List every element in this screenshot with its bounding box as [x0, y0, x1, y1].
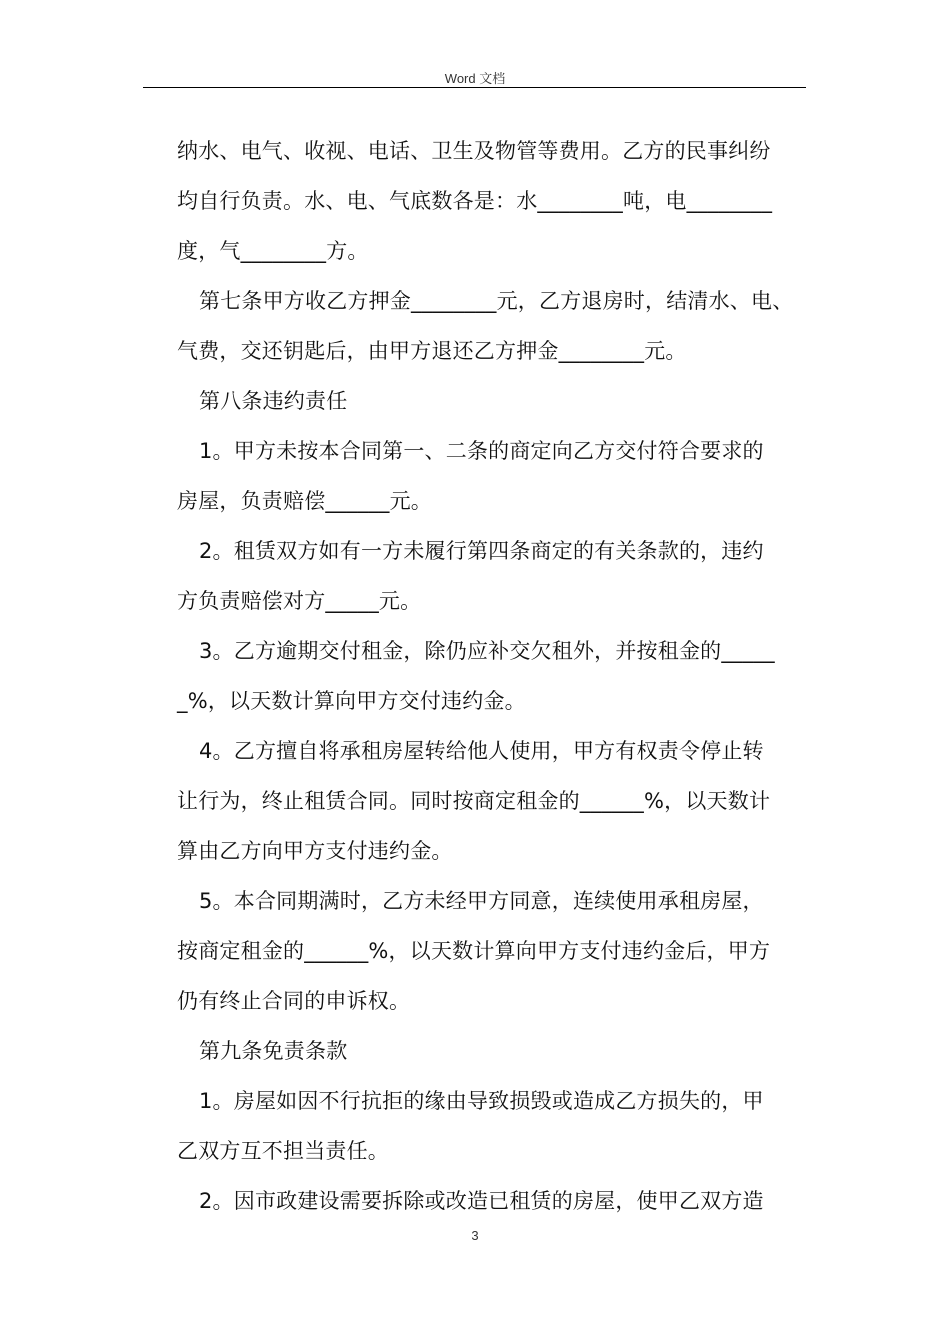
header-divider [143, 87, 806, 88]
text-line: 按商定租金的______%，以天数计算向甲方支付违约金后，甲方 [177, 939, 771, 963]
text-line: _%，以天数计算向甲方交付违约金。 [177, 689, 526, 713]
clause-line: 1。房屋如因不行抗拒的缘由导致损毁或造成乙方损失的，甲 [199, 1089, 764, 1113]
page-number: 3 [471, 1228, 479, 1243]
text-line: 气费，交还钥匙后，由甲方退还乙方押金________元。 [177, 339, 687, 363]
text-line: 均自行负责。水、电、气底数各是：水________吨，电________ [177, 189, 773, 213]
article-seven-line: 第七条甲方收乙方押金________元，乙方退房时，结清水、电、 [199, 289, 794, 313]
text-line: 纳水、电气、收视、电话、卫生及物管等费用。乙方的民事纠纷 [177, 139, 771, 163]
text-line: 仍有终止合同的申诉权。 [177, 989, 411, 1013]
text-line: 乙双方互不担当责任。 [177, 1139, 389, 1163]
text-line: 度，气________方。 [177, 239, 369, 263]
text-line: 房屋，负责赔偿______元。 [177, 489, 432, 513]
clause-line: 4。乙方擅自将承租房屋转给他人使用，甲方有权责令停止转 [199, 739, 764, 763]
text-line: 算由乙方向甲方支付违约金。 [177, 839, 453, 863]
page-header: Word 文档 [444, 71, 506, 86]
text-line: 方负责赔偿对方_____元。 [177, 589, 422, 613]
article-eight-heading: 第八条违约责任 [199, 389, 348, 413]
clause-line: 2。租赁双方如有一方未履行第四条商定的有关条款的，违约 [199, 539, 764, 563]
clause-line: 2。因市政建设需要拆除或改造已租赁的房屋，使甲乙双方造 [199, 1189, 764, 1213]
text-line: 让行为，终止租赁合同。同时按商定租金的______%，以天数计 [177, 789, 771, 813]
article-nine-heading: 第九条免责条款 [199, 1039, 348, 1063]
document-body [177, 126, 817, 1226]
clause-line: 3。乙方逾期交付租金，除仍应补交欠租外，并按租金的_____ [199, 639, 775, 663]
clause-line: 5。本合同期满时，乙方未经甲方同意，连续使用承租房屋， [199, 889, 764, 913]
clause-line: 1。甲方未按本合同第一、二条的商定向乙方交付符合要求的 [199, 439, 764, 463]
